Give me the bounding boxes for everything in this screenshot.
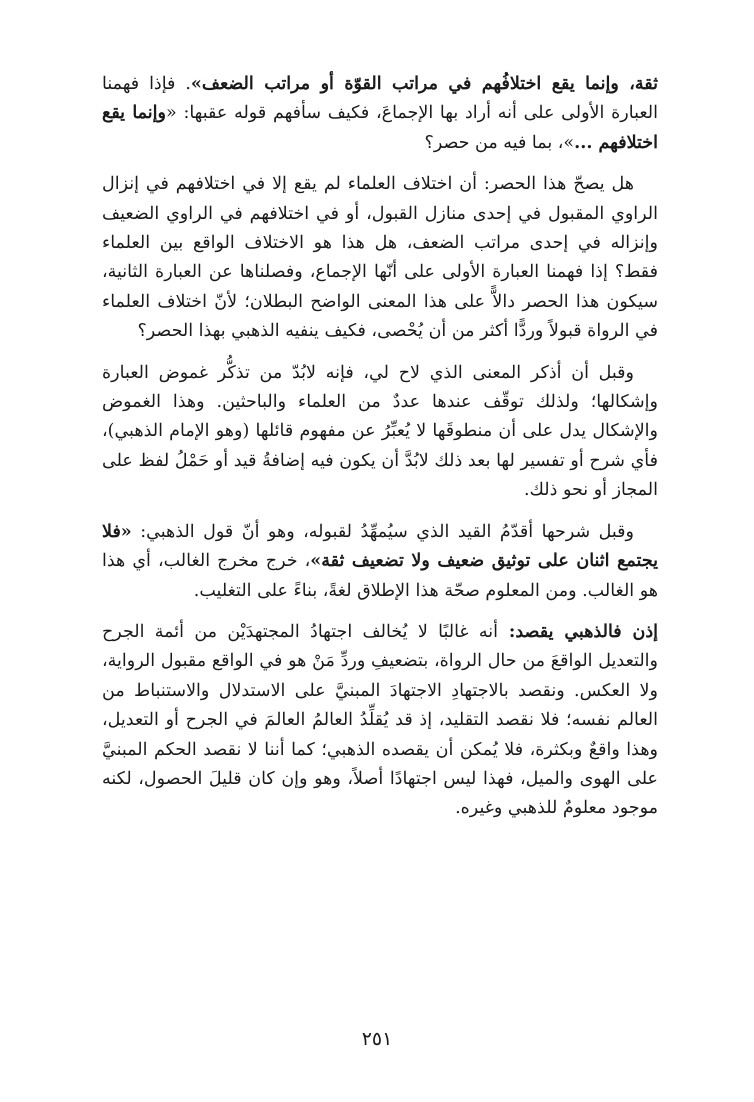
paragraph-5 xyxy=(102,618,658,824)
paragraph-1-tail: »، بما فيه من حصر؟ xyxy=(424,132,575,153)
text-block xyxy=(102,70,658,836)
bold-conclusion-lead: إذن فالذهبي يقصد: xyxy=(498,621,659,642)
paragraph-4-lead: وقبل شرحها أقدّمُ القيد الذي سيُمهِّدُ لقبوله، وهو أنّ قول الذهبي: xyxy=(131,521,634,542)
paragraph-5-text: أنه غالبًا لا يُخالف اجتهادُ المجتهدَيْن من أئمة الجرح والتعديل الواقعَ من حال الرواة، بتضعيفِ وردِّ مَنْ هو في الواقع مقبول الرواية، ولا العكس. ونقصد بالاجتهادِ الاجتهادَ المبنيَّ على الاستدلال والاستنباط من العالم نفسه؛ فلا نقصد التقليد، إذ قد يُقلِّدُ العالمُ العالمَ في الجرح أو التعديل، وهذا واقعٌ وبكثرة، فلا يُمكن أن يقصده الذهبي؛ كما أننا لا نقصد الحكم المبنيَّ على الهوى والميل، فهذا ليس اجتهادًا أصلاً، وهو وإن كان قليلَ الحصول، لكنه موجود معلومٌ للذهبي وغيره. xyxy=(102,621,658,819)
bold-dhahabi-quote: «فلا يجتمع اثنان على توثيق ضعيف ولا تضعيف ثقة» xyxy=(102,521,659,572)
bold-quote-end: ثقة، وإنما يقع اختلافُهم في مراتب القوّة أو مراتب الضعف» xyxy=(190,74,658,94)
paragraph-1 xyxy=(102,70,658,158)
paragraph-1-text: . فإذا فهمنا العبارة الأولى على أنه أراد بها الإجماعَ، فكيف سأفهم قوله عقبها: « xyxy=(102,74,659,124)
paragraph-3: وقبل أن أذكر المعنى الذي لاح لي، فإنه لابُدّ من تذكُّر غموض العبارة وإشكالها؛ ولذلك توقّف عندها عددٌ من العلماء والباحثين. وهذا الغموض والإشكال يدل على أن منطوقَها لا يُعبِّرُ عن مفهوم قائلها (وهو الإمام الذهبي)، فأي شرح أو تفسير لها بعد ذلك لابُدَّ أن يكون فيه إضافةُ قيد أو حَمْلُ لفظ على المجاز أو نحو ذلك. xyxy=(102,362,658,501)
paragraph-4 xyxy=(102,518,658,606)
bold-quote-phrase: وإنما يقع اختلافهم ... xyxy=(102,103,658,153)
page-number: ٢٥١ xyxy=(361,1028,393,1050)
paragraph-4-text: ، خرج مخرج الغالب، أي هذا هو الغالب. ومن المعلوم صحّة هذا الإطلاق لغةً، بناءً على التغليب. xyxy=(102,551,658,601)
paragraph-2: هل يصحّ هذا الحصر: أن اختلاف العلماء لم يقع إلا في اختلافهم في إنزال الراوي المقبول في إحدى منازل القبول، أو في اختلافهم في الراوي الضعيف وإنزاله في إحدى مراتب الضعف، هل هذا هو الاختلاف الواقع بين العلماء فقط؟ إذا فهمنا العبارة الأولى على أنّها الإجماع، وفصلناها عن العبارة الثانية، سيكون هذا الحصر دالاًّ على هذا المعنى الواضح البطلان؛ لأنّ اختلاف العلماء في الرواة قبولاً وردًّا أكثر من أن يُحْصى، فكيف ينفيه الذهبي بهذا الحصر؟ xyxy=(102,174,658,342)
